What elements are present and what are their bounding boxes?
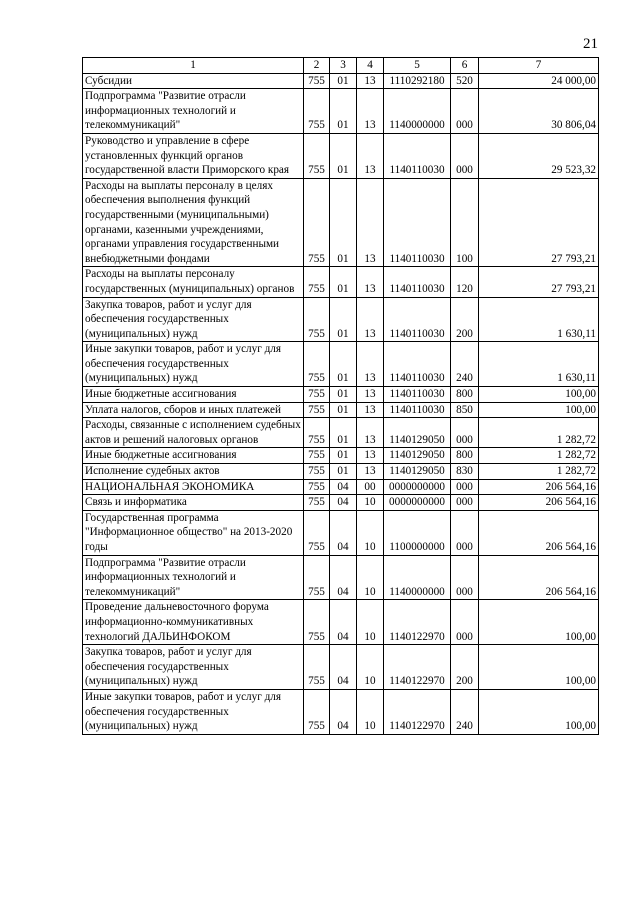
amount-cell: 206 564,16 [479, 555, 599, 600]
expense-name-cell: Подпрограмма "Развитие отрасли информационных технологий и телекоммуникаций" [83, 555, 304, 600]
target-article-cell: 1100000000 [384, 510, 451, 555]
expense-name-cell: Уплата налогов, сборов и иных платежей [83, 402, 304, 418]
ministry-code-cell: 755 [304, 645, 330, 690]
expense-type-cell: 200 [451, 645, 479, 690]
expense-name-cell: НАЦИОНАЛЬНАЯ ЭКОНОМИКА [83, 479, 304, 495]
expense-type-cell: 800 [451, 448, 479, 464]
target-article-cell: 1140122970 [384, 645, 451, 690]
expense-type-cell: 000 [451, 495, 479, 511]
table-row [83, 387, 599, 403]
ministry-code-cell: 755 [304, 464, 330, 480]
ministry-code-cell: 755 [304, 402, 330, 418]
target-article-cell: 1140122970 [384, 689, 451, 734]
table-row [83, 464, 599, 480]
amount-cell: 100,00 [479, 402, 599, 418]
table-row [83, 342, 599, 387]
expense-name-cell: Иные бюджетные ассигнования [83, 387, 304, 403]
expense-name-cell: Субсидии [83, 73, 304, 89]
ministry-code-cell: 755 [304, 555, 330, 600]
amount-cell: 1 630,11 [479, 342, 599, 387]
subsection-code-cell: 13 [357, 297, 384, 342]
ministry-code-cell: 755 [304, 448, 330, 464]
amount-cell: 29 523,32 [479, 133, 599, 178]
amount-cell: 27 793,21 [479, 267, 599, 297]
table-row [83, 73, 599, 89]
ministry-code-cell: 755 [304, 689, 330, 734]
expense-type-cell: 000 [451, 89, 479, 134]
expense-name-cell: Иные закупки товаров, работ и услуг для обеспечения государственных (муниципальных) нужд [83, 689, 304, 734]
section-code-cell: 01 [330, 342, 357, 387]
target-article-cell: 1140122970 [384, 600, 451, 645]
subsection-code-cell: 13 [357, 89, 384, 134]
subsection-code-cell: 13 [357, 178, 384, 267]
table-row [83, 689, 599, 734]
amount-cell: 100,00 [479, 600, 599, 645]
subsection-code-cell: 13 [357, 267, 384, 297]
expense-name-cell: Государственная программа "Информационное общество" на 2013-2020 годы [83, 510, 304, 555]
expense-type-cell: 240 [451, 689, 479, 734]
expense-type-cell: 000 [451, 418, 479, 448]
expense-name-cell: Расходы, связанные с исполнением судебных актов и решений налоговых органов [83, 418, 304, 448]
section-code-cell: 01 [330, 267, 357, 297]
table-row [83, 133, 599, 178]
table-row [83, 555, 599, 600]
target-article-cell: 0000000000 [384, 479, 451, 495]
expense-type-cell: 830 [451, 464, 479, 480]
subsection-code-cell: 10 [357, 495, 384, 511]
subsection-code-cell: 13 [357, 133, 384, 178]
section-code-cell: 04 [330, 555, 357, 600]
expense-type-cell: 800 [451, 387, 479, 403]
section-code-cell: 04 [330, 479, 357, 495]
amount-cell: 100,00 [479, 387, 599, 403]
subsection-code-cell: 13 [357, 448, 384, 464]
ministry-code-cell: 755 [304, 600, 330, 645]
amount-cell: 1 282,72 [479, 448, 599, 464]
ministry-code-cell: 755 [304, 178, 330, 267]
expense-type-cell: 000 [451, 555, 479, 600]
ministry-code-cell: 755 [304, 479, 330, 495]
subsection-code-cell: 10 [357, 555, 384, 600]
section-code-cell: 04 [330, 510, 357, 555]
target-article-cell: 1140129050 [384, 418, 451, 448]
subsection-code-cell: 10 [357, 510, 384, 555]
expense-type-cell: 520 [451, 73, 479, 89]
expense-type-cell: 200 [451, 297, 479, 342]
ministry-code-cell: 755 [304, 133, 330, 178]
target-article-cell: 1140110030 [384, 387, 451, 403]
amount-cell: 1 630,11 [479, 297, 599, 342]
expense-name-cell: Исполнение судебных актов [83, 464, 304, 480]
subsection-code-cell: 13 [357, 387, 384, 403]
section-code-cell: 01 [330, 178, 357, 267]
section-code-cell: 01 [330, 297, 357, 342]
expense-name-cell: Руководство и управление в сфере установленных функций органов государственной власти Приморского края [83, 133, 304, 178]
expense-type-cell: 100 [451, 178, 479, 267]
target-article-cell: 1140129050 [384, 464, 451, 480]
amount-cell: 206 564,16 [479, 479, 599, 495]
subsection-code-cell: 10 [357, 645, 384, 690]
expense-name-cell: Иные бюджетные ассигнования [83, 448, 304, 464]
target-article-cell: 1110292180 [384, 73, 451, 89]
column-header: 7 [479, 58, 599, 74]
expense-type-cell: 850 [451, 402, 479, 418]
ministry-code-cell: 755 [304, 297, 330, 342]
target-article-cell: 1140110030 [384, 342, 451, 387]
subsection-code-cell: 10 [357, 600, 384, 645]
column-header: 2 [304, 58, 330, 74]
section-code-cell: 04 [330, 645, 357, 690]
expense-type-cell: 000 [451, 479, 479, 495]
amount-cell: 1 282,72 [479, 418, 599, 448]
expense-name-cell: Расходы на выплаты персоналу государственных (муниципальных) органов [83, 267, 304, 297]
section-code-cell: 01 [330, 73, 357, 89]
amount-cell: 100,00 [479, 689, 599, 734]
amount-cell: 24 000,00 [479, 73, 599, 89]
subsection-code-cell: 00 [357, 479, 384, 495]
target-article-cell: 1140000000 [384, 89, 451, 134]
section-code-cell: 04 [330, 600, 357, 645]
expense-name-cell: Расходы на выплаты персоналу в целях обеспечения выполнения функций государственными (муниципальными) органами, казенными учреждениями, органами управления государственными внебюджетными фондами [83, 178, 304, 267]
subsection-code-cell: 13 [357, 418, 384, 448]
table-row [83, 402, 599, 418]
expense-type-cell: 000 [451, 133, 479, 178]
ministry-code-cell: 755 [304, 418, 330, 448]
table-row [83, 178, 599, 267]
table-row [83, 267, 599, 297]
page-number: 21 [583, 36, 598, 52]
column-header: 3 [330, 58, 357, 74]
section-code-cell: 01 [330, 448, 357, 464]
column-header: 1 [83, 58, 304, 74]
amount-cell: 27 793,21 [479, 178, 599, 267]
section-code-cell: 01 [330, 89, 357, 134]
subsection-code-cell: 13 [357, 464, 384, 480]
subsection-code-cell: 10 [357, 689, 384, 734]
expense-name-cell: Подпрограмма "Развитие отрасли информационных технологий и телекоммуникаций" [83, 89, 304, 134]
table-row [83, 448, 599, 464]
table-body [83, 73, 599, 734]
ministry-code-cell: 755 [304, 89, 330, 134]
section-code-cell: 01 [330, 387, 357, 403]
subsection-code-cell: 13 [357, 342, 384, 387]
expense-name-cell: Иные закупки товаров, работ и услуг для обеспечения государственных (муниципальных) нужд [83, 342, 304, 387]
expense-name-cell: Связь и информатика [83, 495, 304, 511]
table-row [83, 89, 599, 134]
expense-name-cell: Закупка товаров, работ и услуг для обеспечения государственных (муниципальных) нужд [83, 645, 304, 690]
target-article-cell: 1140110030 [384, 133, 451, 178]
target-article-cell: 0000000000 [384, 495, 451, 511]
ministry-code-cell: 755 [304, 267, 330, 297]
expense-type-cell: 240 [451, 342, 479, 387]
table-row [83, 418, 599, 448]
amount-cell: 206 564,16 [479, 495, 599, 511]
column-header: 6 [451, 58, 479, 74]
target-article-cell: 1140000000 [384, 555, 451, 600]
section-code-cell: 01 [330, 418, 357, 448]
column-header: 5 [384, 58, 451, 74]
section-code-cell: 01 [330, 464, 357, 480]
section-code-cell: 04 [330, 495, 357, 511]
table-row [83, 479, 599, 495]
expense-type-cell: 000 [451, 600, 479, 645]
amount-cell: 30 806,04 [479, 89, 599, 134]
table-row [83, 297, 599, 342]
amount-cell: 1 282,72 [479, 464, 599, 480]
amount-cell: 206 564,16 [479, 510, 599, 555]
ministry-code-cell: 755 [304, 342, 330, 387]
subsection-code-cell: 13 [357, 73, 384, 89]
target-article-cell: 1140110030 [384, 267, 451, 297]
target-article-cell: 1140110030 [384, 178, 451, 267]
section-code-cell: 01 [330, 402, 357, 418]
expense-name-cell: Проведение дальневосточного форума информационно-коммуникативных технологий ДАЛЬИНФОКОМ [83, 600, 304, 645]
expense-type-cell: 120 [451, 267, 479, 297]
ministry-code-cell: 755 [304, 495, 330, 511]
expense-name-cell: Закупка товаров, работ и услуг для обеспечения государственных (муниципальных) нужд [83, 297, 304, 342]
header-row [83, 58, 599, 74]
ministry-code-cell: 755 [304, 73, 330, 89]
section-code-cell: 04 [330, 689, 357, 734]
expense-type-cell: 000 [451, 510, 479, 555]
table-row [83, 645, 599, 690]
target-article-cell: 1140129050 [384, 448, 451, 464]
subsection-code-cell: 13 [357, 402, 384, 418]
column-header: 4 [357, 58, 384, 74]
section-code-cell: 01 [330, 133, 357, 178]
target-article-cell: 1140110030 [384, 402, 451, 418]
table-row [83, 510, 599, 555]
ministry-code-cell: 755 [304, 510, 330, 555]
ministry-code-cell: 755 [304, 387, 330, 403]
amount-cell: 100,00 [479, 645, 599, 690]
table-row [83, 600, 599, 645]
target-article-cell: 1140110030 [384, 297, 451, 342]
budget-table [82, 57, 599, 735]
table-row [83, 495, 599, 511]
